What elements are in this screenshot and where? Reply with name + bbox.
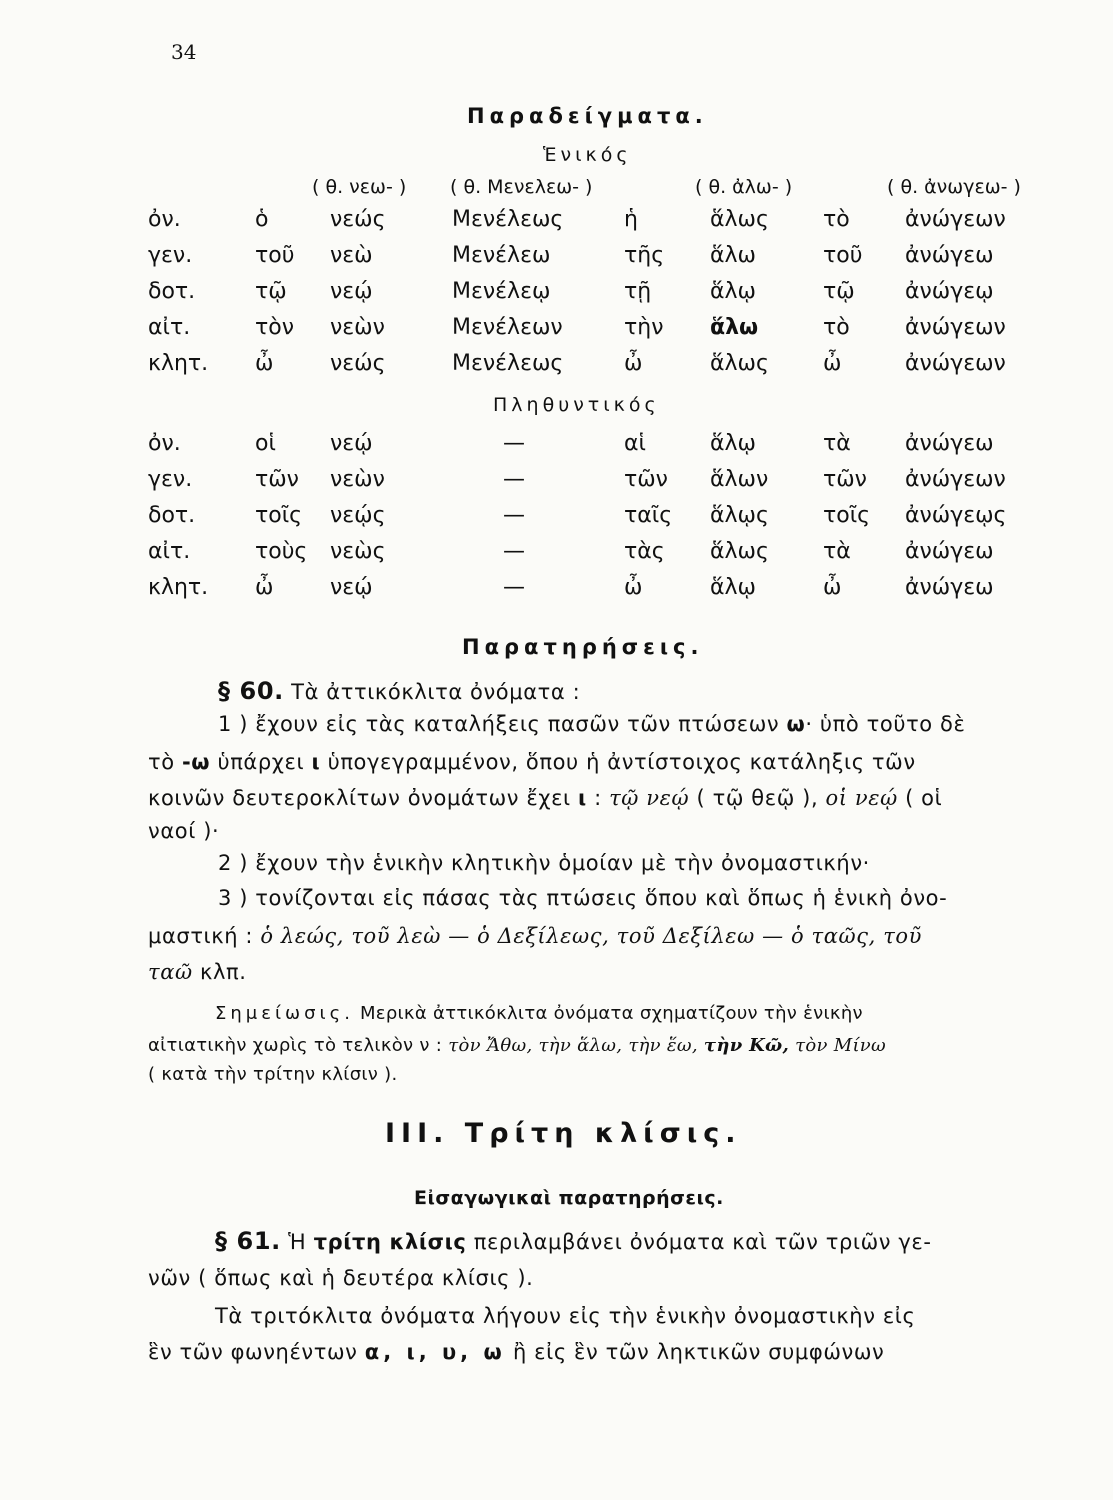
third-para-l2-b: ἢ εἰς ἓν τῶν ληκτικῶν συμφώνων <box>513 1340 885 1364</box>
pl-table-w1-4: νεῴ <box>330 575 373 600</box>
sg-table-w2-3: Μενέλεων <box>452 315 563 340</box>
pl-table-case-0: ὀν. <box>148 431 181 456</box>
section-61-number: § 61. <box>215 1227 281 1255</box>
pl-table-art4-1: τῶν <box>823 467 867 492</box>
sg-table-w1-4: νεώς <box>330 351 386 376</box>
rule-3-l2-italic: ὁ λεώς, τοῦ λεὼ — ὁ Δεξίλεως, τοῦ Δεξίλεω — ὁ ταῶς, τοῦ <box>260 924 923 948</box>
sg-table-art3-0: ἡ <box>624 207 638 232</box>
note-l1-text: Μερικὰ ἀττικόκλιτα ὀνόματα σχηματίζουν τὴν ἑνικὴν <box>359 1003 863 1024</box>
rule-1-l3-a: κοινῶν δευτεροκλίτων ὀνομάτων ἔχει <box>148 786 571 810</box>
observations-heading: Παρατηρήσεις. <box>462 635 704 659</box>
rule-3-l3-italic: ταῶ <box>148 960 193 984</box>
note-line-2 <box>148 1035 886 1056</box>
sg-table-art1-0: ὁ <box>255 207 269 232</box>
pl-table-art3-3: τὰς <box>624 539 665 564</box>
pl-table-case-2: δοτ. <box>148 503 196 528</box>
sg-table-case-2: δοτ. <box>148 279 196 304</box>
rule-1-line-2 <box>148 750 916 774</box>
sg-table-w3-2: ἅλῳ <box>710 279 756 304</box>
rule-1-l2-c: ὑπογεγραμμένον, ὅπου ἡ ἀντίστοιχος κατάληξις τῶν <box>327 750 916 774</box>
third-declension-subheading: Εἰσαγωγικαὶ παρατηρήσεις. <box>414 1187 724 1209</box>
pl-table-art1-3: τοὺς <box>255 539 308 564</box>
pl-table-w3-2: ἅλῳς <box>710 503 769 528</box>
sg-table-w1-0: νεώς <box>330 207 386 232</box>
section-61-line-1 <box>215 1227 932 1255</box>
section-60-intro <box>218 677 580 705</box>
pl-table-art3-2: ταῖς <box>624 503 673 528</box>
sg-table-w2-2: Μενέλεῳ <box>452 279 551 304</box>
pl-table-case-4: κλητ. <box>148 575 209 600</box>
pl-table-w2-1: — <box>503 467 525 492</box>
pl-table-art1-2: τοῖς <box>255 503 303 528</box>
pl-table-w4-1: ἀνώγεων <box>905 467 1006 492</box>
pl-table-w2-3: — <box>503 539 525 564</box>
rule-1-text: 1 ) ἔχουν εἰς τὰς καταλήξεις πασῶν τῶν πτώσεων <box>218 712 780 736</box>
pl-table-w1-3: νεὼς <box>330 539 386 564</box>
rule-3-l2-a: μαστική : <box>148 924 254 948</box>
third-para-line-2 <box>148 1340 884 1364</box>
note-line-3: ( κατὰ τὴν τρίτην κλίσιν ). <box>148 1064 398 1085</box>
section-61-a: Ἡ <box>288 1230 307 1254</box>
pl-table-w2-2: — <box>503 503 525 528</box>
pl-table-w3-1: ἅλων <box>710 467 769 492</box>
sg-table-w4-0: ἀνώγεων <box>905 207 1006 232</box>
sg-table-art4-1: τοῦ <box>823 243 863 268</box>
sg-table-art3-2: τῇ <box>624 279 652 304</box>
third-para-line-1: Τὰ τριτόκλιτα ὀνόματα λήγουν εἰς τὴν ἑνικὴν ὀνομαστικὴν εἰς <box>215 1304 916 1328</box>
rule-1-omega: ω <box>786 712 806 736</box>
sg-table-art4-3: τὸ <box>823 315 850 340</box>
rule-1-l3-iota: ι <box>578 786 587 810</box>
note-l2-a: αἰτιατικὴν χωρὶς τὸ τελικὸν ν : <box>148 1035 443 1056</box>
rule-1-l3-italic-1: τῷ νεῴ <box>609 786 690 810</box>
stem-4: ( θ. ἀνωγεω- ) <box>887 176 1021 198</box>
sg-table-case-4: κλητ. <box>148 351 209 376</box>
page-number: 34 <box>171 40 197 64</box>
sg-table-w1-1: νεὼ <box>330 243 373 268</box>
sg-table-w1-3: νεὼν <box>330 315 385 340</box>
rule-1-l3-c: ( τῷ θεῷ ), <box>696 786 819 810</box>
pl-table-w3-3: ἅλως <box>710 539 769 564</box>
stem-3: ( θ. ἀλω- ) <box>695 176 793 198</box>
rule-3-line-3 <box>148 960 247 984</box>
plural-label: Πληθυντικός <box>493 394 660 416</box>
pl-table-art3-1: τῶν <box>624 467 668 492</box>
rule-1-l2-b: ὑπάρχει <box>217 750 305 774</box>
sg-table-w4-3: ἀνώγεων <box>905 315 1006 340</box>
sg-table-w4-2: ἀνώγεῳ <box>905 279 994 304</box>
pl-table-art4-4: ὦ <box>823 575 842 600</box>
sg-table-art1-3: τὸν <box>255 315 294 340</box>
pl-table-art4-2: τοῖς <box>823 503 871 528</box>
examples-heading: Παραδείγματα. <box>467 104 708 128</box>
pl-table-w4-3: ἀνώγεω <box>905 539 994 564</box>
pl-table-case-1: γεν. <box>148 467 193 492</box>
rule-1-line-3 <box>148 786 942 810</box>
sg-table-w2-4: Μενέλεως <box>452 351 564 376</box>
sg-table-art1-2: τῷ <box>255 279 287 304</box>
rule-1-l3-b: : <box>594 786 602 810</box>
sg-table-case-0: ὀν. <box>148 207 181 232</box>
sg-table-art3-3: τὴν <box>624 315 664 340</box>
sg-table-art3-4: ὦ <box>624 351 643 376</box>
sg-table-w2-1: Μενέλεω <box>452 243 551 268</box>
rule-3-line-2 <box>148 924 922 948</box>
sg-table-w2-0: Μενέλεως <box>452 207 564 232</box>
rule-2: 2 ) ἔχουν τὴν ἑνικὴν κλητικὴν ὁμοίαν μὲ τὴν ὀνομαστικήν· <box>218 851 870 875</box>
sg-table-art3-1: τῆς <box>624 243 665 268</box>
stem-2: ( θ. Μενελεω- ) <box>450 176 593 198</box>
pl-table-w4-0: ἀνώγεω <box>905 431 994 456</box>
sg-table-art1-4: ὦ <box>255 351 274 376</box>
sg-table-w3-0: ἅλως <box>710 207 769 232</box>
third-declension-heading: ΙΙΙ. Τρίτη κλίσις. <box>385 1118 742 1149</box>
pl-table-art4-0: τὰ <box>823 431 851 456</box>
rule-1-line-1 <box>218 712 965 736</box>
note-l2-bold: τὴν Κῶ, <box>703 1035 790 1056</box>
pl-table-case-3: αἰτ. <box>148 539 191 564</box>
pl-table-w2-4: — <box>503 575 525 600</box>
pl-table-art3-4: ὦ <box>624 575 643 600</box>
pl-table-w1-0: νεῴ <box>330 431 373 456</box>
section-60-text: Τὰ ἀττικόκλιτα ὀνόματα : <box>291 680 581 704</box>
rule-1-l2-a: τὸ <box>148 750 175 774</box>
note-line-1 <box>215 1003 863 1024</box>
rule-1-l2-iota: ι <box>311 750 321 774</box>
pl-table-art4-3: τὰ <box>823 539 851 564</box>
sg-table-w4-4: ἀνώγεων <box>905 351 1006 376</box>
rule-1-text-b: · ὑπὸ τοῦτο δὲ <box>805 712 966 736</box>
pl-table-w4-4: ἀνώγεω <box>905 575 994 600</box>
note-l2-italic-2: τὸν Μίνω <box>795 1035 887 1056</box>
rule-3-line-1: 3 ) τονίζονται εἰς πάσας τὰς πτώσεις ὅπου καὶ ὅπως ἡ ἑνικὴ ὀνο- <box>218 886 948 910</box>
pl-table-w2-0: — <box>503 431 525 456</box>
section-61-line-2: νῶν ( ὅπως καὶ ἡ δευτέρα κλίσις ). <box>148 1266 534 1290</box>
section-60-number: § 60. <box>218 677 284 705</box>
pl-table-w1-1: νεὼν <box>330 467 385 492</box>
rule-1-l3-d: ( οἱ <box>905 786 943 810</box>
pl-table-w3-0: ἅλῳ <box>710 431 756 456</box>
sg-table-art1-1: τοῦ <box>255 243 295 268</box>
third-para-l2-a: ἓν τῶν φωνηέντων <box>148 1340 358 1364</box>
sg-table-w3-3: ἅλω <box>710 315 759 340</box>
singular-label: Ἑνικός <box>543 144 632 166</box>
sg-table-w1-2: νεῴ <box>330 279 373 304</box>
sg-table-case-3: αἰτ. <box>148 315 191 340</box>
pl-table-w4-2: ἀνώγεῳς <box>905 503 1007 528</box>
sg-table-case-1: γεν. <box>148 243 193 268</box>
section-61-b: περιλαμβάνει ὀνόματα καὶ τῶν τριῶν γε- <box>473 1230 932 1254</box>
note-label: Σημείωσις. <box>215 1003 354 1024</box>
section-61-bold: τρίτη κλίσις <box>313 1230 467 1254</box>
pl-table-art1-0: οἱ <box>255 431 276 456</box>
note-l2-italic: τὸν Ἄθω, τὴν ἅλω, τὴν ἕω, <box>448 1035 698 1056</box>
pl-table-art1-1: τῶν <box>255 467 299 492</box>
rule-1-line-4: ναοί )· <box>148 819 220 843</box>
sg-table-art4-4: ὦ <box>823 351 842 376</box>
sg-table-w3-1: ἅλω <box>710 243 756 268</box>
third-para-l2-bold: α, ι, υ, ω <box>364 1340 506 1364</box>
sg-table-w3-4: ἅλως <box>710 351 769 376</box>
pl-table-art3-0: αἱ <box>624 431 646 456</box>
pl-table-art1-4: ὦ <box>255 575 274 600</box>
pl-table-w1-2: νεῴς <box>330 503 386 528</box>
rule-3-l3-b: κλπ. <box>200 960 247 984</box>
sg-table-art4-2: τῷ <box>823 279 855 304</box>
pl-table-w3-4: ἅλῳ <box>710 575 756 600</box>
rule-1-l3-italic-2: οἱ νεῴ <box>825 786 898 810</box>
sg-table-art4-0: τὸ <box>823 207 850 232</box>
stem-1: ( θ. νεω- ) <box>312 176 407 198</box>
sg-table-w4-1: ἀνώγεω <box>905 243 994 268</box>
rule-1-l2-omega: -ω <box>181 750 211 774</box>
